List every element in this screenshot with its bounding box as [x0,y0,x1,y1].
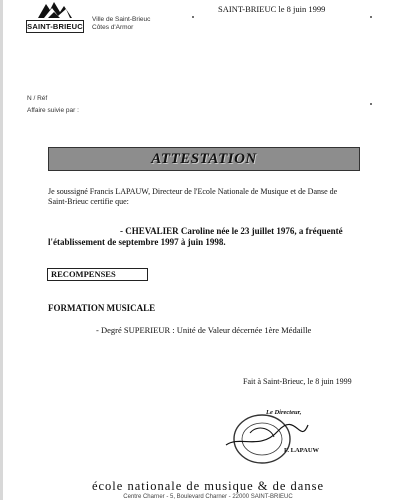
document-title: ATTESTATION [151,150,257,167]
scan-speck [370,103,372,105]
city-logo [26,0,84,33]
recompenses-heading: RECOMPENSES [47,268,148,281]
school-address: Centre Charner - 5, Boulevard Charner - 22000 SAINT-BRIEUC [123,494,293,500]
recompense-item: - Degré SUPERIEUR : Unité de Valeur décernée 1ère Médaille [96,325,312,335]
scan-edge [0,0,3,500]
scan-speck [370,16,372,18]
intro-line-1: Je soussigné Francis LAPAUW, Directeur de l'Ecole Nationale de Musique et de Danse de [48,187,338,196]
student-line-2: l'établissement de septembre 1997 à juin 1998. [48,237,226,247]
affaire-label: Affaire suivie par : [27,107,79,114]
ref-label: N / Réf [27,95,48,102]
city-emblem-icon [32,0,78,20]
logo-label: SAINT-BRIEUC [27,22,83,31]
header-date: SAINT-BRIEUC le 8 juin 1999 [218,4,326,14]
city-line-1: Ville de Saint-Brieuc [92,16,151,23]
city-line-2: Côtes d'Armor [92,24,134,31]
intro-line-2: Saint-Brieuc certifie que: [48,197,129,206]
signatory-title: Le Directeur, [266,409,302,416]
school-name: école nationale de musique & de danse [91,479,325,493]
place-date: Fait à Saint-Brieuc, le 8 juin 1999 [243,377,352,386]
section-title: FORMATION MUSICALE [48,303,156,313]
student-line-1: - CHEVALIER Caroline née le 23 juillet 1976, a fréquenté [120,226,343,236]
scan-speck [192,16,194,18]
title-banner [48,147,360,171]
signatory-name: F. LAPAUW [284,447,320,454]
